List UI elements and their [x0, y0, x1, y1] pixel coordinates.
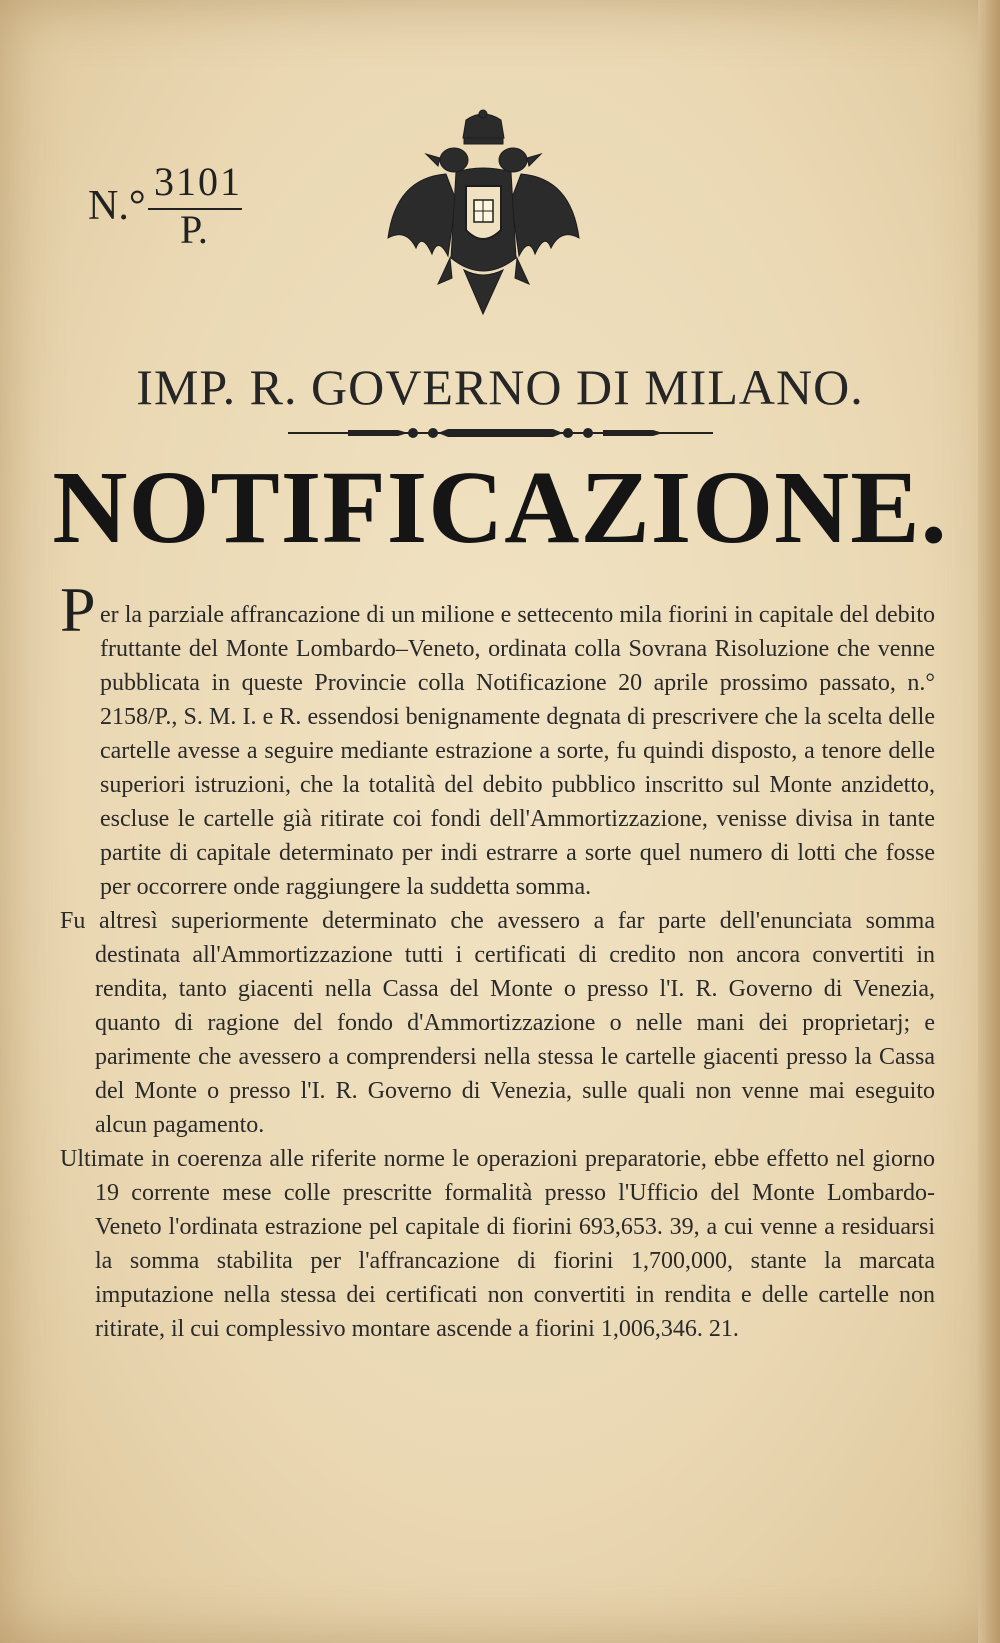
- page-edge: [978, 0, 1000, 1643]
- notification-body: [60, 598, 935, 1346]
- paragraph-3: Ultimate in coerenza alle riferite norme le operazioni preparatorie, ebbe effetto nel giorno 19 corrente mese colle prescritte formalità presso l'Ufficio del Monte Lombardo-Veneto l'ordinata estrazione pel capitale di fiorini 693,653. 39, a cui venne a residuarsi la somma stabilita per l'affrancazione di fiorini 1,700,000, stante la marcata imputazione nella stessa dei certificati non convertiti in rendita e delle cartelle non ritirate, il cui complessivo montare ascende a fiorini 1,006,346. 21.: [60, 1146, 935, 1342]
- issuer-heading: IMP. R. GOVERNO DI MILANO.: [136, 359, 864, 415]
- ornamental-divider: [288, 426, 713, 440]
- drop-cap: P: [60, 574, 96, 645]
- paragraph-1: er la parziale affrancazione di un milione e settecento mila fiorini in capitale del debito fruttante del Monte Lombardo–Veneto, ordinata colla Sovrana Risoluzione che venne pubblicata in queste Provincie colla Notificazione 20 aprile prossimo passato, n.° 2158/P., S. M. I. e R. essendosi benignamente degnata di prescrivere che la scelta delle cartelle avesse a seguire mediante estrazione a sorte, fu quindi disposto, a tenore delle superiori istruzioni, che la totalità del debito pubblico inscritto sul Monte anzidetto, escluse le cartelle già ritirate coi fondi dell'Ammortizzazione, venisse divisa in tante partite di capitale determinato per indi estrarre a sorte quel numero di lotti che fosse per occorrere onde raggiungere la suddetta somma.: [100, 602, 935, 900]
- paragraph-2: Fu altresì superiormente determinato che avessero a far parte dell'enunciata somma destinata all'Ammortizzazione tutti i certificati di credito non ancora convertiti in rendita, tanto giacenti nella Cassa del Monte o presso l'I. R. Governo di Venezia, quanto di ragione del fondo d'Ammortizzazione o nelle mani dei proprietarj; e parimente che avessero a comprendersi nella stessa le cartelle giacenti presso la Cassa del Monte o presso l'I. R. Governo di Venezia, sulle quali non venne mai eseguito alcun pagamento.: [60, 908, 935, 1138]
- number-bottom: P.: [180, 207, 208, 252]
- double-headed-eagle-icon: [386, 108, 581, 318]
- number-top: 3101: [154, 159, 242, 204]
- page-title: NOTIFICAZIONE.: [52, 450, 948, 565]
- number-prefix: N.°: [88, 183, 146, 229]
